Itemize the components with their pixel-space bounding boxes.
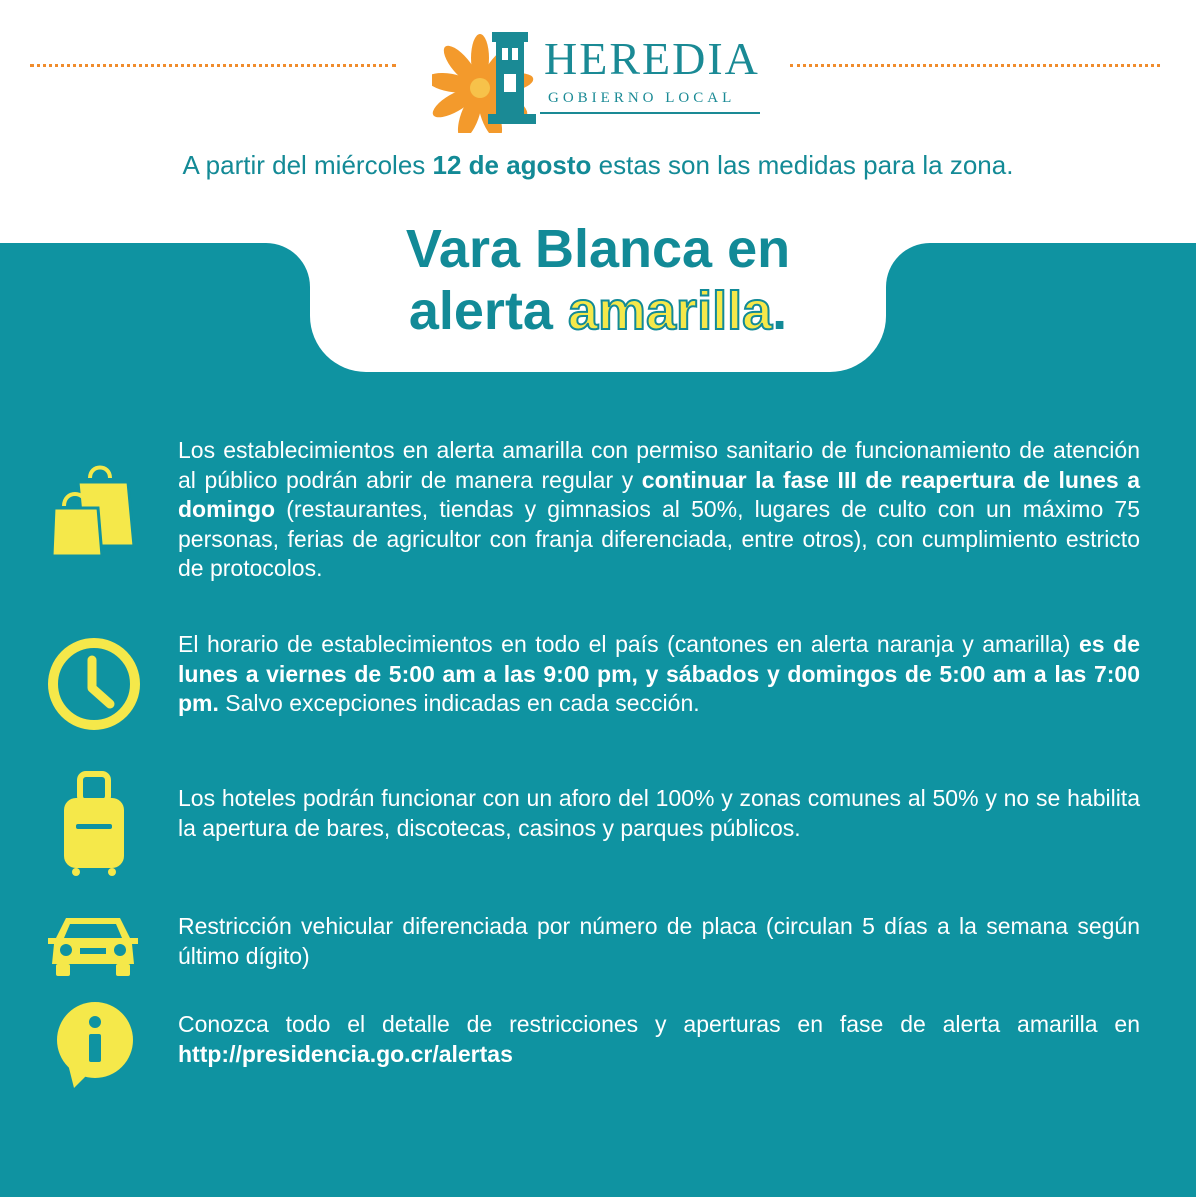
list-item-reopening	[178, 436, 1140, 584]
item-5-text: Conozca todo el detalle de restricciones y aperturas en fase de alerta amarilla en	[178, 1011, 1140, 1037]
item-2-text: El horario de establecimientos en todo el país (cantones en alerta naranja y amarilla)	[178, 631, 1080, 657]
page-title	[310, 218, 886, 342]
dotted-divider-right	[790, 64, 1160, 75]
intro-date: 12 de agosto	[432, 150, 592, 180]
suitcase-icon	[62, 770, 126, 876]
info-icon	[54, 1000, 136, 1090]
list-item-more-info	[178, 1010, 1140, 1069]
headline-line-1: Vara Blanca en	[405, 219, 791, 279]
headline-prefix: alerta	[408, 281, 568, 341]
item-1-text-end: (restaurantes, tiendas y gimnasios al 50%, lugares de culto con un máximo 75 personas, ferias de agricultor con franja diferenciada, entre otros), con cumplimiento estricto de protocolos.	[178, 496, 1140, 581]
flower-tower-emblem-icon	[432, 28, 542, 133]
logo-underline	[540, 112, 760, 114]
item-4-text: Restricción vehicular diferenciada por número de placa (circulan 5 días a la semana según último dígito)	[178, 913, 1140, 969]
tab-corner-left	[266, 243, 310, 287]
item-1-bold: continuar la fase III de reapertura de lunes a domingo	[178, 466, 1140, 522]
list-item-hotels	[178, 784, 1140, 843]
logo-subtitle: GOBIERNO LOCAL	[548, 90, 736, 106]
item-2-bold: es de lunes a viernes de 5:00 am a las 9:00 pm, y sábados y domingos de 5:00 am a las 7:00 pm.	[178, 631, 1140, 716]
logo-name: HEREDIA	[544, 33, 760, 84]
tab-corner-right	[886, 243, 930, 287]
car-icon	[46, 912, 140, 976]
list-item-schedule	[178, 630, 1140, 719]
intro-before: A partir del miércoles	[182, 150, 433, 180]
headline-highlight: amarilla	[567, 281, 773, 341]
shopping-bags-icon	[50, 462, 136, 558]
clock-icon	[46, 636, 142, 732]
alerts-link[interactable]: http://presidencia.go.cr/alertas	[178, 1040, 513, 1067]
item-1-text: Los establecimientos en alerta amarilla con permiso sanitario de funcionamiento de atención al público podrán abrir de manera regular y	[178, 437, 1140, 493]
heredia-logo	[432, 28, 772, 138]
list-item-vehicle-restriction	[178, 912, 1140, 971]
headline-line-2	[310, 280, 886, 342]
item-2-text-end: Salvo excepciones indicadas en cada sección.	[218, 690, 700, 716]
headline-suffix: .	[772, 281, 788, 341]
item-3-text: Los hoteles podrán funcionar con un aforo del 100% y zonas comunes al 50% y no se habilita la apertura de bares, discotecas, casinos y parques públicos.	[178, 785, 1140, 841]
intro-text	[0, 150, 1196, 181]
dotted-divider-left	[30, 64, 396, 75]
intro-after: estas son las medidas para la zona.	[591, 150, 1014, 180]
